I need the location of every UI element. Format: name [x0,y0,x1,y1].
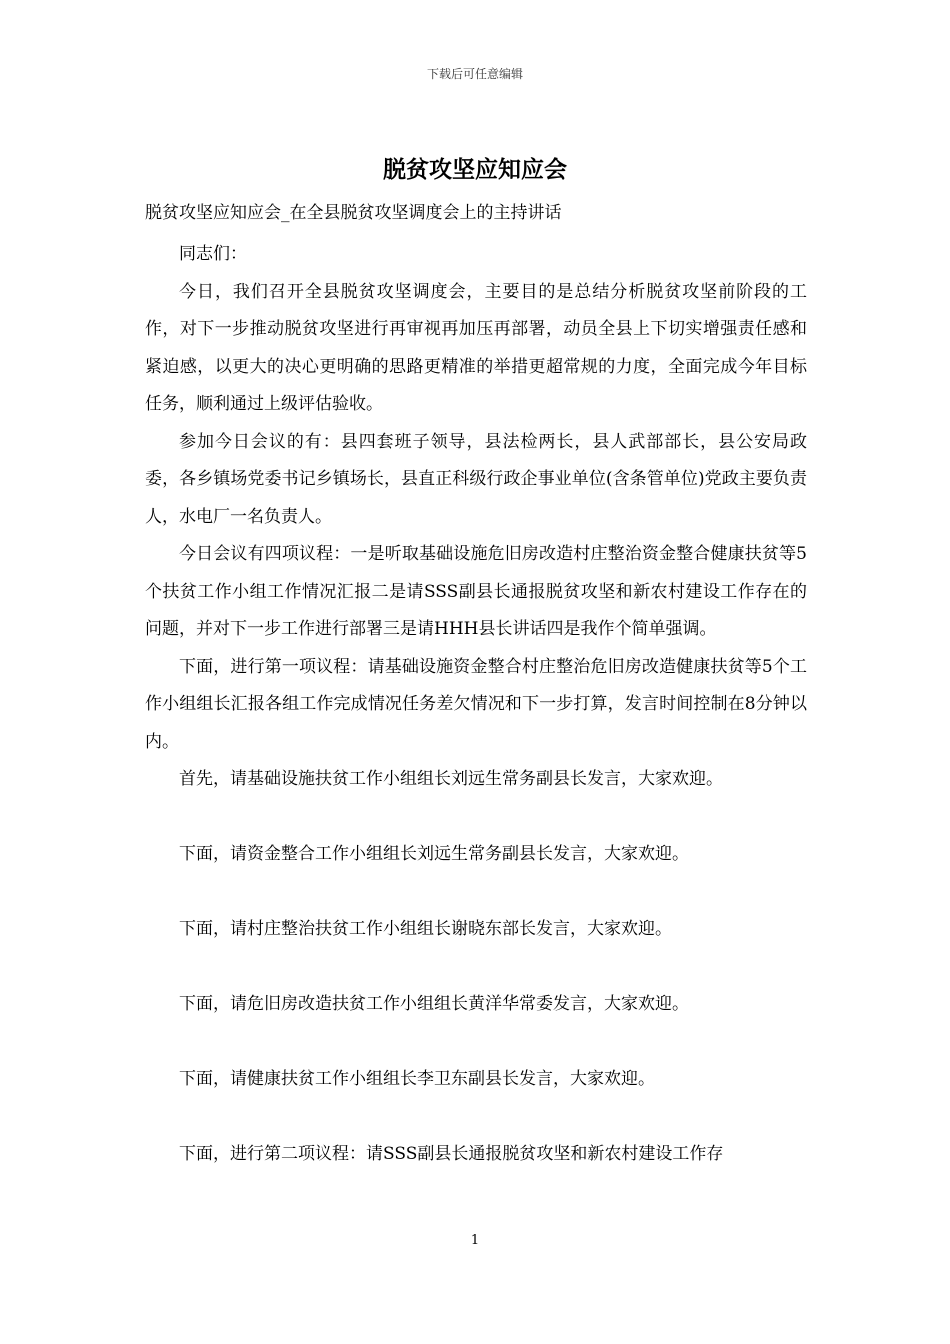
paragraph-speaker-1: 首先，请基础设施扶贫工作小组组长刘远生常务副县长发言，大家欢迎。 [179,769,723,789]
paragraph-speaker-4: 下面，请危旧房改造扶贫工作小组组长黄洋华常委发言，大家欢迎。 [179,994,689,1014]
paragraph-second-agenda-item: 下面，进行第二项议程：请SSS副县长通报脱贫攻坚和新农村建设工作存 [179,1144,724,1164]
paragraph-speaker-3: 下面，请村庄整治扶贫工作小组组长谢晓东部长发言，大家欢迎。 [179,919,672,939]
document-body [145,236,807,1174]
page-number: 1 [470,1233,480,1248]
paragraph-first-agenda-item: 下面，进行第一项议程：请基础设施资金整合村庄整治危旧房改造健康扶贫等5个工作小组组长汇报各组工作完成情况任务差欠情况和下一步打算，发言时间控制在8分钟以内。 [145,656,807,752]
paragraph-spacer [145,874,807,912]
document-title: 脱贫攻坚应知应会 [383,156,567,183]
paragraph-spacer [145,799,807,837]
salutation: 同志们： [179,244,247,264]
paragraph-speaker-2: 下面，请资金整合工作小组组长刘远生常务副县长发言，大家欢迎。 [179,844,689,864]
paragraph-speaker-5: 下面，请健康扶贫工作小组组长李卫东副县长发言，大家欢迎。 [179,1069,655,1089]
paragraph-purpose: 今日，我们召开全县脱贫攻坚调度会，主要目的是总结分析脱贫攻坚前阶段的工作，对下一步推动脱贫攻坚进行再审视再加压再部署，动员全县上下切实增强责任感和紧迫感，以更大的决心更明确的思路更精准的举措更超常规的力度，全面完成今年目标任务，顺利通过上级评估验收。 [145,281,807,414]
paragraph-spacer [145,949,807,987]
header-note: 下载后可任意编辑 [426,67,523,81]
paragraph-agenda: 今日会议有四项议程：一是听取基础设施危旧房改造村庄整治资金整合健康扶贫等5个扶贫工作小组工作情况汇报二是请SSS副县长通报脱贫攻坚和新农村建设工作存在的问题，并对下一步工作进行部署三是请HHH县长讲话四是我作个简单强调。 [145,544,807,639]
paragraph-spacer [145,1099,807,1137]
paragraph-attendees: 参加今日会议的有：县四套班子领导，县法检两长，县人武部部长，县公安局政委，各乡镇场党委书记乡镇场长，县直正科级行政企事业单位(含条管单位)党政主要负责人，水电厂一名负责人。 [145,431,807,527]
document-subtitle: 脱贫攻坚应知应会_在全县脱贫攻坚调度会上的主持讲话 [145,203,562,223]
paragraph-spacer [145,1024,807,1062]
